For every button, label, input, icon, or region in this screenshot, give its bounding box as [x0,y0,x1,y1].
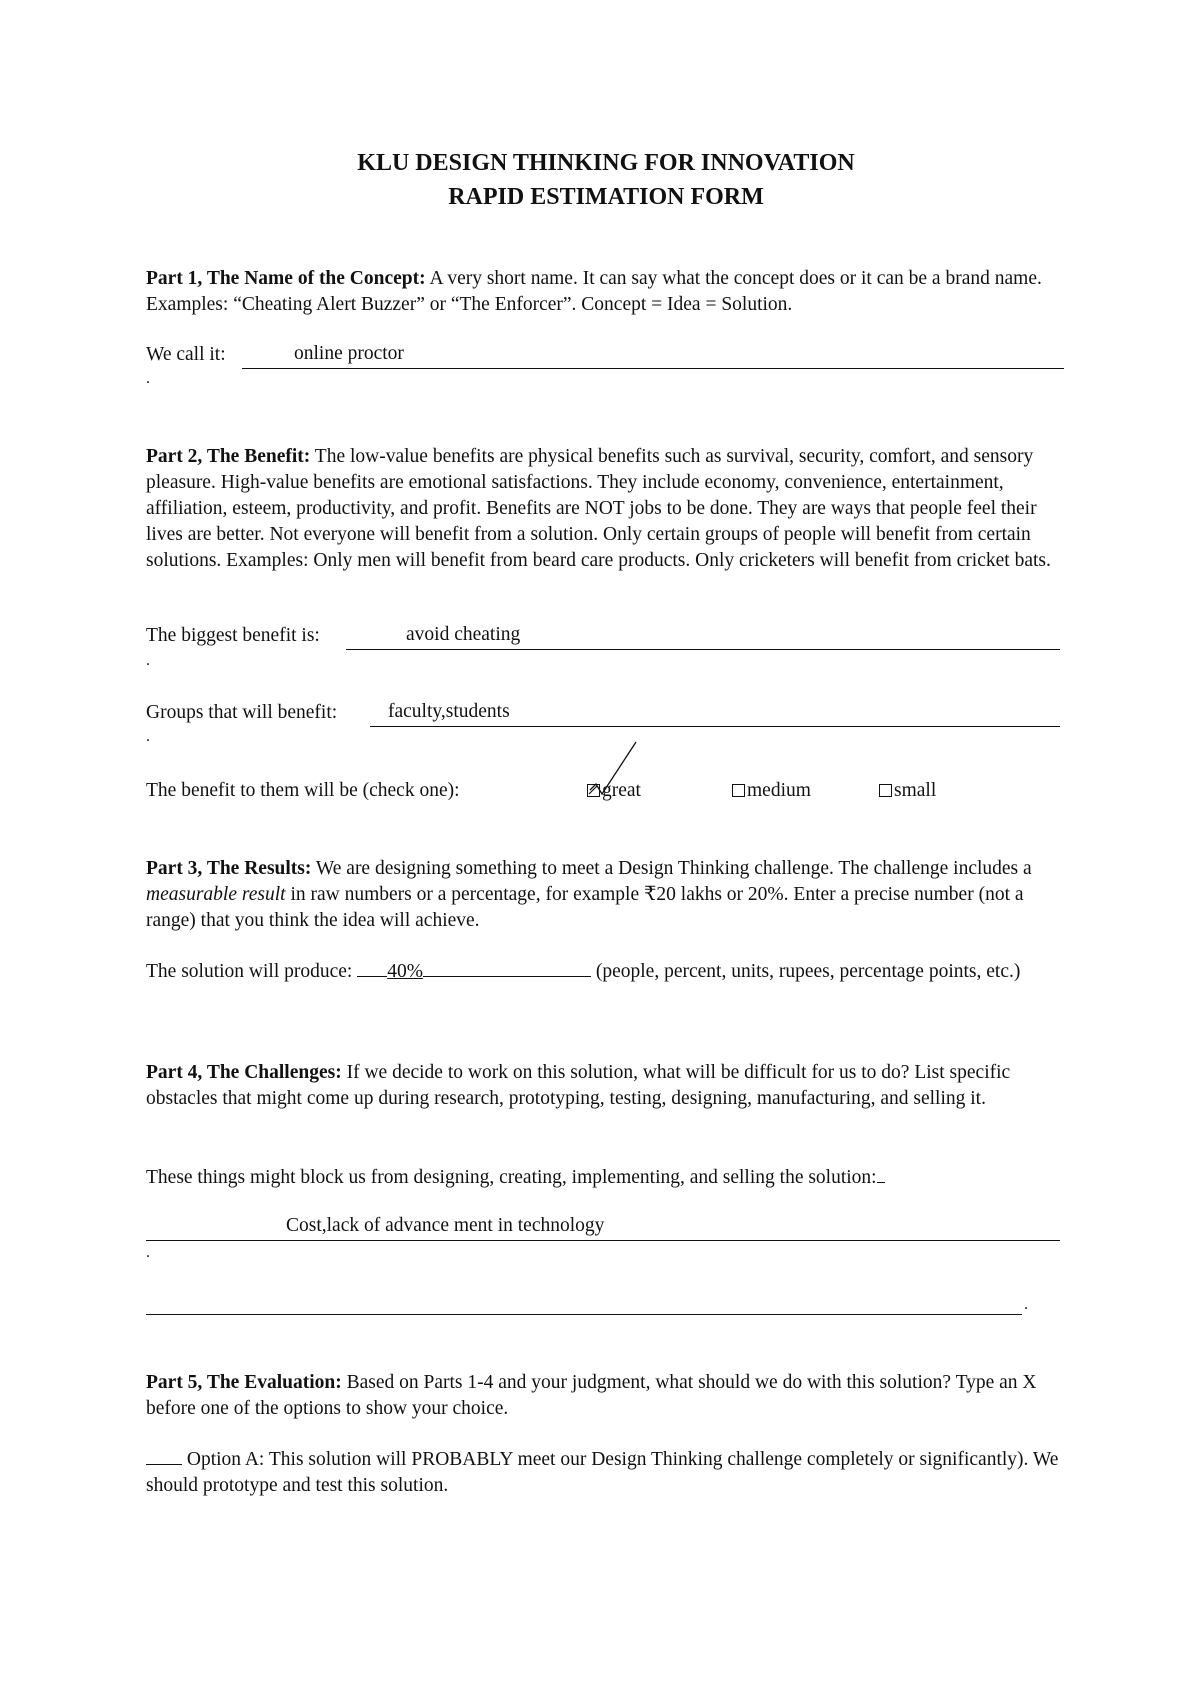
medium-checkbox[interactable] [732,784,745,797]
part1-description [146,266,1066,318]
part3-desc-b: in raw numbers or a percentage, for example ₹20 lakhs or 20%. Enter a precise number (not a range) that you think the idea will achieve. [146,884,1024,931]
part1-trailing: . [146,370,150,387]
biggest-benefit-value: avoid cheating [406,624,521,645]
part5-label: Part 5, The Evaluation: [146,1372,342,1393]
option-small[interactable] [879,778,936,804]
option-a-blank[interactable] [146,1446,182,1465]
benefit-field-label: The biggest benefit is: [146,625,320,646]
option-a-text: This solution will PROBABLY meet our Design Thinking challenge completely or significantly). We should prototype and test this solution. [146,1449,1059,1496]
concept-name-value: online proctor [294,343,404,364]
part4-desc: If we decide to work on this solution, what will be difficult for us to do? List specific obstacles that might come up during research, prototyping, testing, designing, manufacturing, and selling it. [146,1062,1011,1109]
part3-label: Part 3, The Results: [146,858,312,879]
option-small-label: small [894,780,937,801]
option-medium-label: medium [747,780,811,801]
challenges-label-blank [877,1164,885,1183]
part4-description [146,1060,1066,1112]
part2-description [146,444,1066,574]
part4-label: Part 4, The Challenges: [146,1062,342,1083]
part3-description [146,856,1066,934]
benefit-trailing: . [146,652,150,669]
option-great-label: great [602,780,641,801]
checkbox-tick-icon [588,785,598,795]
part1-desc: A very short name. It can say what the concept does or it can be a brand name. Examples: “Cheating Alert Buzzer” or “The Enforcer”. Concept = Idea = Solution. [146,268,1042,315]
part3-desc-a: We are designing something to meet a Design Thinking challenge. The challenge includes a [311,858,1032,879]
part3-desc-emphasis: measurable result [146,884,286,905]
small-checkbox[interactable] [879,784,892,797]
benefit-check-label: The benefit to them will be (check one): [146,780,460,801]
option-a-row [146,1446,1066,1499]
great-checkbox[interactable] [587,784,600,797]
challenges-end-trailing: . [1024,1296,1028,1313]
results-field-row [146,958,1066,985]
groups-trailing: . [146,728,150,745]
part1-field-label: We call it: [146,344,226,365]
results-blank-after[interactable] [423,958,591,977]
results-suffix: (people, percent, units, rupees, percentage points, etc.) [595,961,1021,982]
results-value[interactable]: 40% [387,961,423,982]
part1-label: Part 1, The Name of the Concept: [146,268,426,289]
benefit-groups-value: faculty,students [388,701,510,722]
challenges-field-label-text: These things might block us from designing, creating, implementing, and selling the solution: [146,1167,877,1188]
part2-desc: The low-value benefits are physical benefits such as survival, security, comfort, and sensory pleasure. High-value benefits are emotional satisfactions. They include economy, convenience, entertainment, affiliation, esteem, productivity, and profit. Benefits are NOT jobs to be done. They are ways that people feel their lives are better. Not everyone will benefit from a solution. Only certain groups of people will benefit from certain solutions. Examples: Only men will benefit from beard care products. Only cricketers will benefit from cricket bats. [146,446,1051,571]
option-a-label: Option A: [186,1449,265,1470]
part5-desc: Based on Parts 1-4 and your judgment, what should we do with this solution? Type an X before one of the options to show your choice. [146,1372,1037,1419]
results-field-label: The solution will produce: [146,961,353,982]
groups-field-label: Groups that will benefit: [146,702,338,723]
challenges-field-2[interactable] [146,1288,1022,1315]
challenges-field-label [146,1164,885,1191]
challenges-value: Cost,lack of advance ment in technology [286,1215,605,1236]
form-title-line1: KLU DESIGN THINKING FOR INNOVATION [357,150,855,176]
part2-label: Part 2, The Benefit: [146,446,311,467]
form-title-line2: RAPID ESTIMATION FORM [448,184,764,210]
option-medium[interactable] [732,778,811,804]
results-blank-before [357,958,387,977]
option-great[interactable] [587,778,641,804]
part5-description [146,1370,1066,1422]
challenges-trailing: . [146,1244,150,1261]
